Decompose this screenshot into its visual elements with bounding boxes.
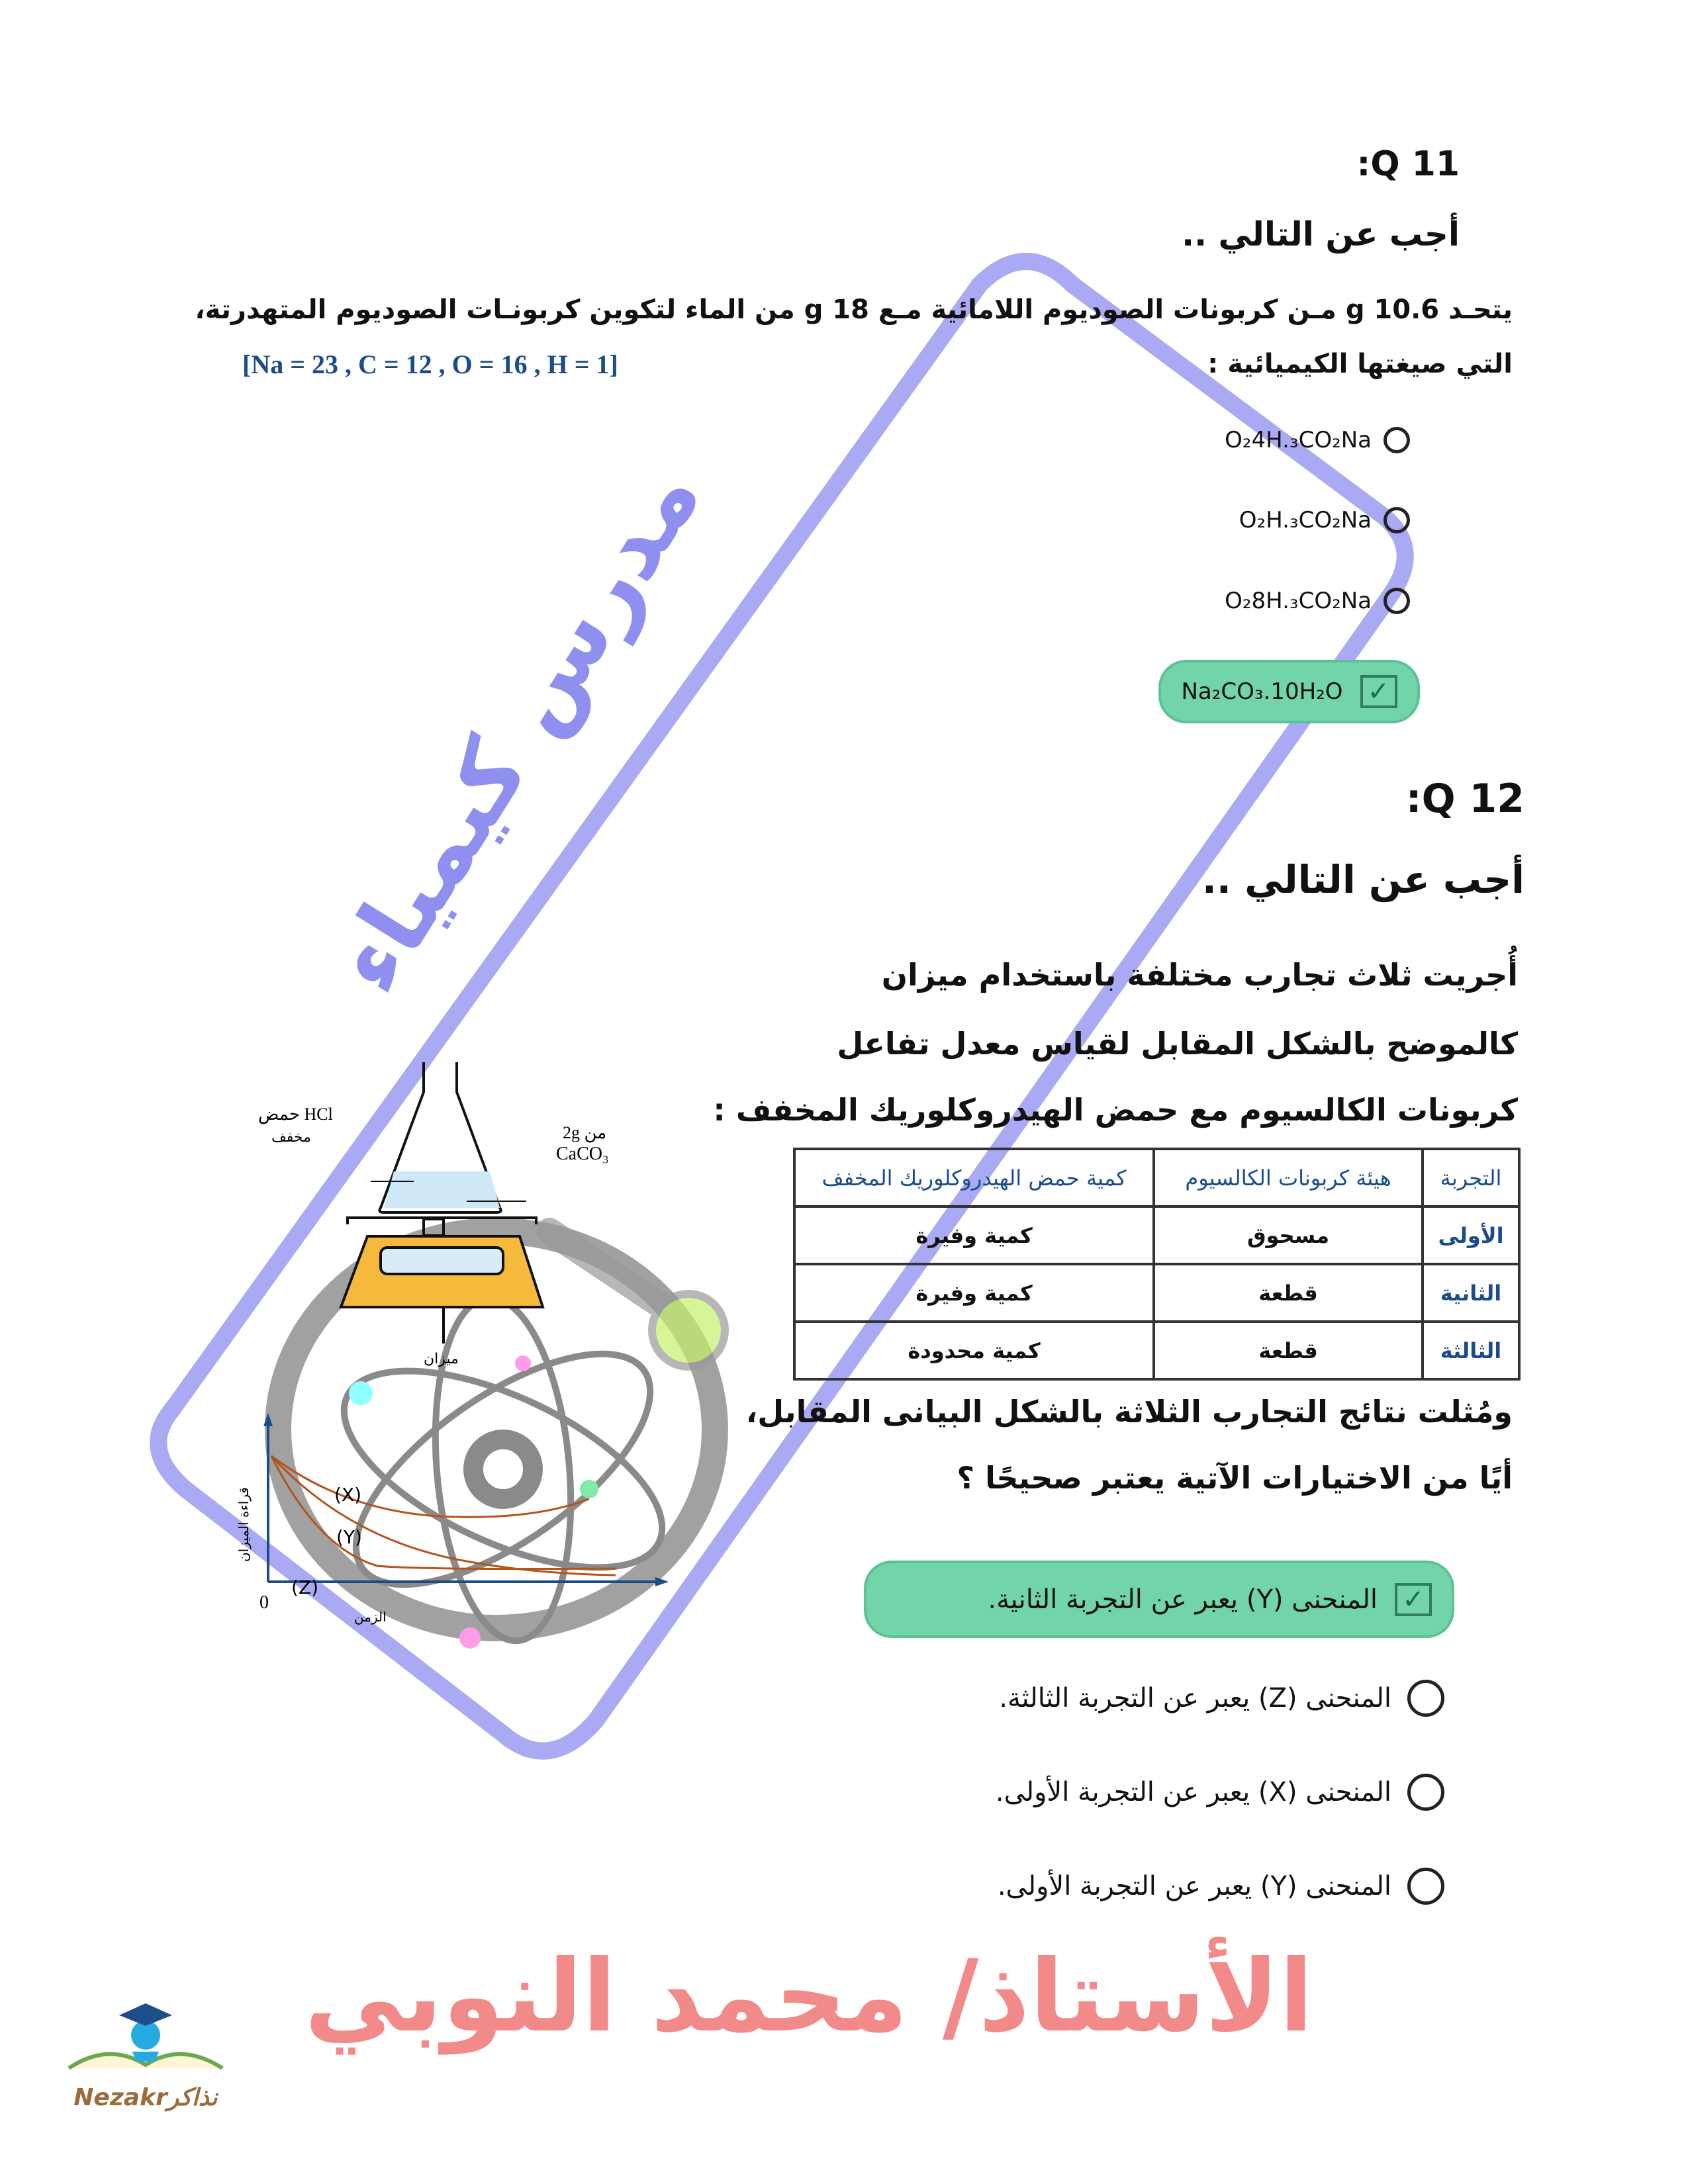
flask-icon [341,1062,543,1343]
watermark-title: مدرس كيمياء [313,447,722,1011]
radio-circle-icon[interactable] [1407,1868,1444,1905]
option-label: O₂8H.₃CO₂Na [1225,588,1372,614]
checkmark-icon: ✓ [1395,1583,1432,1616]
option-label: المنحنى (Z) يعبر عن التجربة الثالثة. [999,1683,1391,1713]
watermark-name: الأستاذ/ محمد النوبي [305,1939,1313,2054]
table-cell: كمية محدودة [794,1322,1154,1379]
acid-label-1: حمض HCl [258,1105,333,1124]
y-axis-label: قراءة الميزان [236,1487,252,1562]
q12-number: :Q 12 [1405,776,1524,822]
solid-label-1: 2g من [563,1123,607,1142]
q11-text-line2: التي صيغتها الكيميائية : [1207,349,1513,379]
table-cell: الأولى [1423,1206,1519,1264]
nezakr-logo [56,1995,236,2121]
curve-z-label: (Z) [291,1576,319,1598]
test-tube-icon [549,1231,725,1367]
table-cell: قطعة [1154,1264,1423,1322]
q11-number: :Q 11 [1356,144,1460,184]
experiment-figure [218,1059,814,1655]
option-label: المنحنى (Y) يعبر عن التجربة الأولى. [997,1871,1391,1901]
balance-label: ميزان [424,1351,459,1367]
header-cell: التجربة [1423,1149,1519,1206]
table-row [794,1206,1519,1264]
radio-circle-icon[interactable] [1407,1774,1444,1811]
option-label: المنحنى (X) يعبر عن التجربة الأولى. [995,1777,1391,1807]
q11-option-1[interactable] [1225,427,1410,453]
book-graduate-icon [56,1995,236,2081]
q11-option-2[interactable] [1239,507,1410,533]
table-cell: الثالثة [1423,1322,1519,1379]
radio-circle-icon[interactable] [1383,427,1410,453]
checkmark-icon: ✓ [1360,675,1397,708]
x-axis-label: الزمن [354,1609,387,1625]
curve-x-label: (X) [334,1484,362,1506]
radio-circle-icon[interactable] [1383,588,1410,614]
q12-option-2[interactable] [999,1680,1444,1717]
q11-option-4-correct[interactable] [1158,660,1420,723]
q12-option-1-correct[interactable] [864,1561,1454,1638]
q12-question: أيًا من الاختيارات الآتية يعتبر صحيحًا ؟ [957,1460,1513,1496]
experiments-table [793,1148,1521,1381]
table-row [794,1264,1519,1322]
option-label: O₂H.₃CO₂Na [1239,507,1372,533]
acid-label-2: مخفف [271,1129,311,1146]
table-header-row [794,1149,1519,1206]
q11-option-3[interactable] [1225,588,1410,614]
q12-text-line1: أُجريت ثلاث تجارب مختلفة باستخدام ميزان [881,957,1518,993]
option-label: Na₂CO₃.10H₂O [1181,678,1343,705]
option-label: O₂4H.₃CO₂Na [1225,427,1372,453]
q12-option-3[interactable] [996,1774,1444,1811]
solid-label-2: CaCO₃ [556,1144,609,1164]
header-cell: كمية حمض الهيدروكلوريك المخفف [794,1149,1154,1206]
table-cell: كمية وفيرة [794,1264,1154,1322]
q11-text-line1: يتحـد 10.6 g مـن كربونات الصوديوم اللامائية مـع 18 g من الماء لتكوين كربونـات الصوديوم المتهدرتة، [195,295,1513,325]
q12-instruction: أجب عن التالي .. [1201,857,1524,902]
q11-instruction: أجب عن التالي .. [1182,215,1460,253]
logo-text: Nezakrنذاكر [73,2084,218,2111]
table-row [794,1322,1519,1379]
q12-text-line4: ومُثلت نتائج التجارب الثلاثة بالشكل البيانى المقابل، [745,1394,1513,1430]
origin-label: 0 [259,1592,269,1613]
radio-circle-icon[interactable] [1407,1680,1444,1717]
option-label: المنحنى (Y) يعبر عن التجربة الثانية. [988,1584,1378,1615]
table-cell: مسحوق [1154,1206,1423,1264]
q12-text-line2: كالموضح بالشكل المقابل لقياس معدل تفاعل [837,1026,1518,1062]
table-cell: الثانية [1423,1264,1519,1322]
table-cell: كمية وفيرة [794,1206,1154,1264]
curve-y-label: (Y) [336,1526,362,1548]
q12-text-line3: كربونات الكالسيوم مع حمض الهيدروكلوريك المخفف : [713,1092,1518,1128]
q12-option-4[interactable] [998,1868,1444,1905]
header-cell: هيئة كربونات الكالسيوم [1154,1149,1423,1206]
atomic-masses: [Na = 23 , C = 12 , O = 16 , H = 1] [242,349,618,379]
table-cell: قطعة [1154,1322,1423,1379]
radio-circle-icon[interactable] [1383,507,1410,533]
